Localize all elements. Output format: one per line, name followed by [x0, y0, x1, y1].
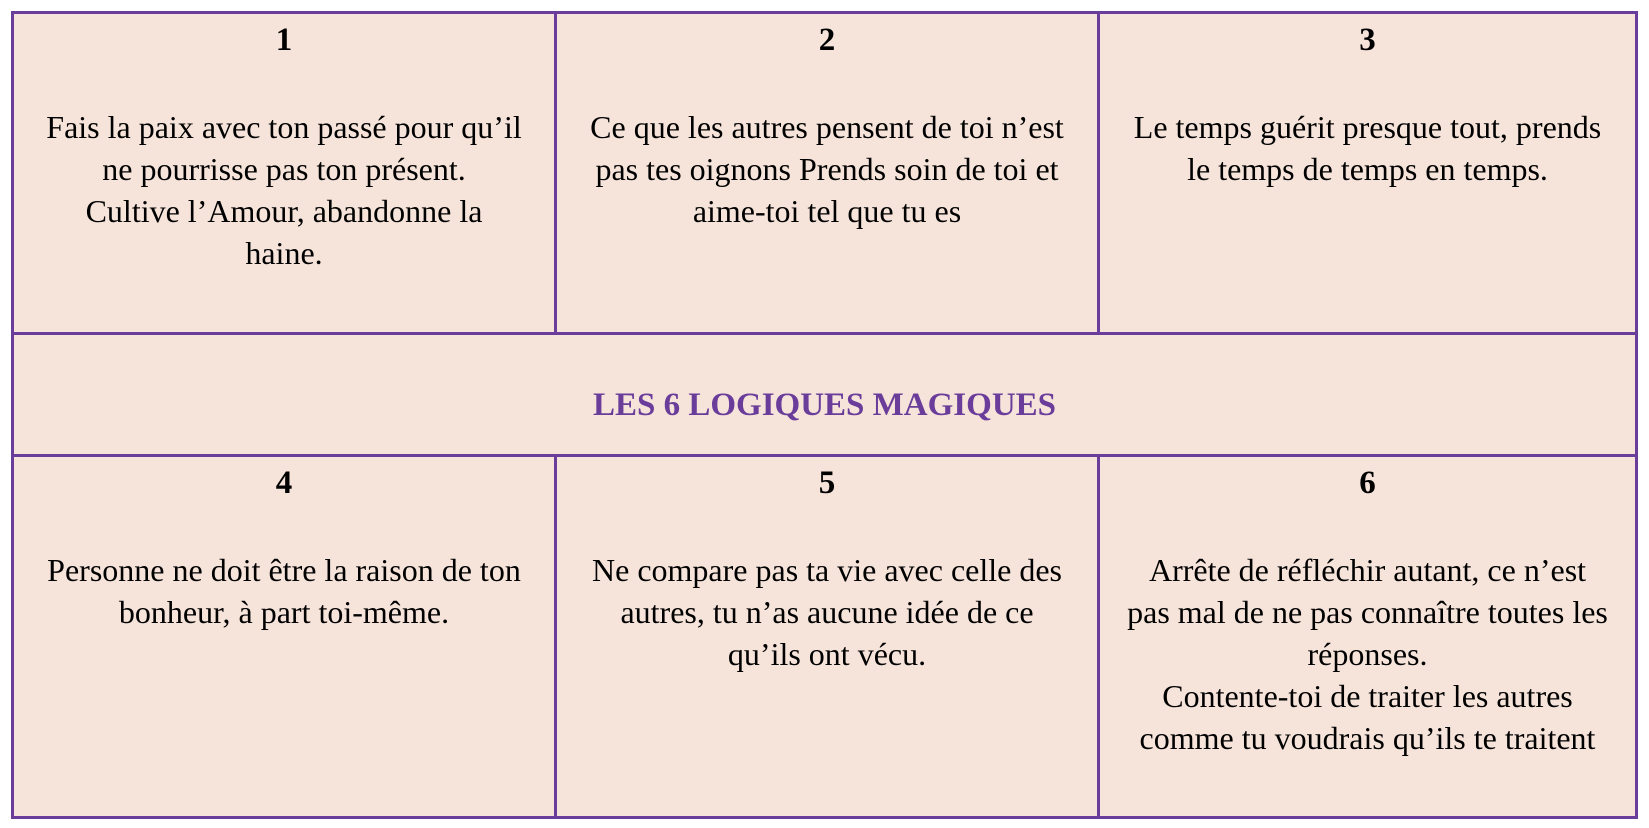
cell-number: 6	[1359, 465, 1376, 501]
text-line: Arrête de réfléchir autant, ce n’est	[1148, 552, 1587, 588]
cell-number: 1	[275, 22, 293, 58]
cell-number: 3	[1359, 22, 1376, 58]
text-line: pas mal de ne pas connaître toutes les	[1127, 594, 1608, 630]
text-line: bonheur, à part toi-même.	[118, 594, 450, 630]
cell-5	[557, 457, 1100, 816]
text-line: Le temps guérit presque tout, prends	[1133, 109, 1602, 145]
cell-text	[563, 106, 1091, 232]
text-line: Cultive l’Amour, abandonne la	[85, 193, 483, 229]
text-line: Ce que les autres pensent de toi n’est	[590, 109, 1064, 145]
text-line: pas tes oignons Prends soin de toi et	[595, 151, 1059, 187]
text-line: aime-toi tel que tu es	[692, 193, 962, 229]
text-line: comme tu voudrais qu’ils te traitent	[1139, 720, 1596, 756]
cell-4	[14, 457, 557, 816]
cell-number: 4	[275, 465, 293, 501]
text-line: Ne compare pas ta vie avec celle des	[592, 552, 1062, 588]
cell-number: 2	[818, 22, 836, 58]
cell-text	[20, 549, 548, 633]
text-line: Fais la paix avec ton passé pour qu’il	[46, 109, 522, 145]
text-line: ne pourrisse pas ton présent.	[102, 151, 466, 187]
cell-text	[1106, 106, 1629, 190]
page-title: LES 6 LOGIQUES MAGIQUES	[592, 387, 1057, 423]
text-line: autres, tu n’as aucune idée de ce	[620, 594, 1034, 630]
cell-1	[14, 14, 557, 335]
title-banner	[14, 335, 1635, 457]
text-line: Contente-toi de traiter les autres	[1162, 678, 1573, 714]
cell-text	[20, 106, 548, 274]
text-line: réponses.	[1307, 636, 1428, 672]
cell-text	[563, 549, 1091, 675]
text-line: haine.	[245, 235, 323, 271]
text-line: le temps de temps en temps.	[1187, 151, 1548, 187]
cell-number: 5	[818, 465, 836, 501]
text-line: Personne ne doit être la raison de ton	[47, 552, 521, 588]
logic-table	[11, 11, 1638, 819]
cell-3	[1100, 14, 1635, 335]
cell-6	[1100, 457, 1635, 816]
cell-2	[557, 14, 1100, 335]
text-line: qu’ils ont vécu.	[727, 636, 927, 672]
cell-text	[1106, 549, 1629, 759]
